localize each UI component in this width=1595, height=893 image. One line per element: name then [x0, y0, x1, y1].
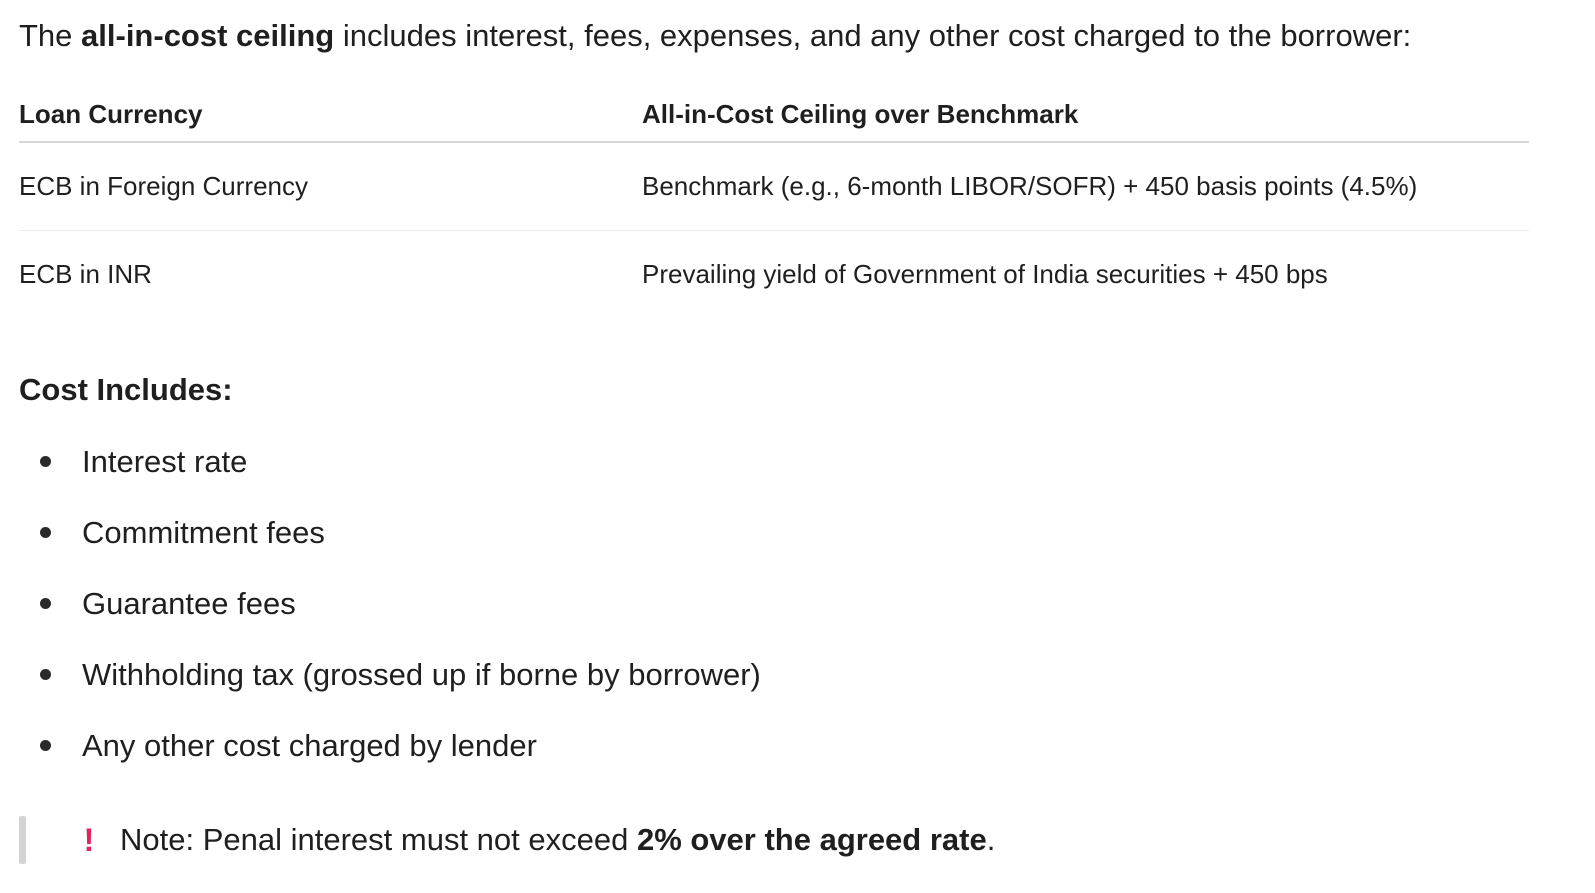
list-item-text: Guarantee fees [82, 585, 296, 621]
table-row [19, 231, 1529, 318]
table-cell-currency: ECB in Foreign Currency [19, 171, 308, 201]
bullet-icon [40, 740, 51, 751]
ceiling-table [19, 88, 1529, 318]
list-item-text: Any other cost charged by lender [82, 727, 537, 763]
header-ceiling: All-in-Cost Ceiling over Benchmark [642, 99, 1079, 129]
note-prefix: Note: Penal interest must not exceed [120, 822, 637, 857]
list-item-text: Withholding tax (grossed up if borne by borrower) [82, 656, 761, 692]
note-blockquote [19, 816, 995, 864]
bullet-icon [40, 456, 51, 467]
table-row [19, 143, 1529, 231]
bullet-icon [40, 669, 51, 680]
table-cell-currency: ECB in INR [19, 259, 152, 289]
note-bold: 2% over the agreed rate [636, 822, 987, 857]
note-suffix: . [986, 822, 996, 857]
cost-includes-heading: Cost Includes: [19, 372, 233, 407]
header-loan-currency: Loan Currency [19, 99, 203, 129]
table-header-row [19, 88, 1529, 143]
intro-bold-term: all-in-cost ceiling [81, 18, 335, 53]
note-text [120, 822, 995, 858]
blockquote-bar [19, 816, 26, 864]
bullet-icon [40, 527, 51, 538]
list-item-text: Commitment fees [82, 514, 325, 550]
intro-paragraph [19, 14, 1411, 58]
table-cell-ceiling: Prevailing yield of Government of India securities + 450 bps [642, 259, 1328, 289]
bullet-icon [40, 598, 51, 609]
intro-suffix: includes interest, fees, expenses, and any other cost charged to the borrower: [334, 18, 1412, 53]
exclamation-icon: ! [83, 821, 95, 858]
table-cell-ceiling: Benchmark (e.g., 6-month LIBOR/SOFR) + 450 basis points (4.5%) [642, 171, 1418, 201]
intro-prefix: The [19, 18, 82, 53]
list-item-text: Interest rate [82, 443, 248, 479]
